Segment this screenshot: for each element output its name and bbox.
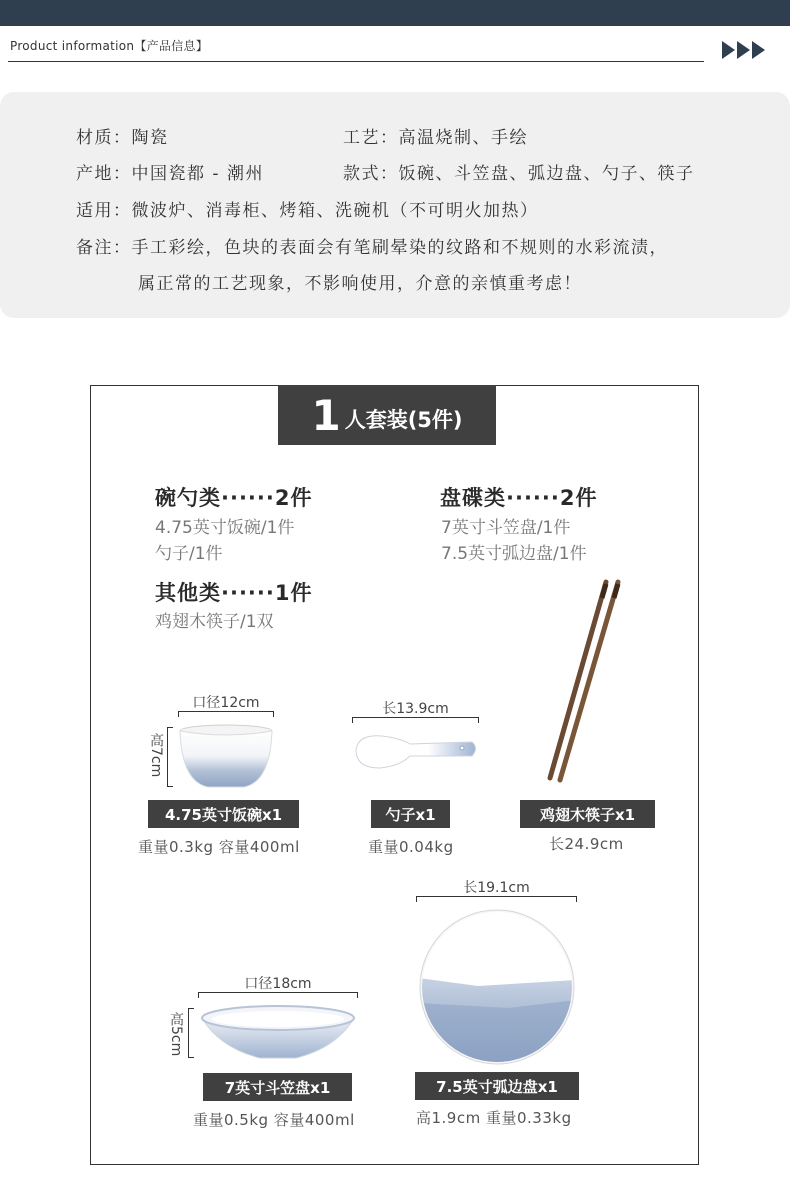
category-plates: 盘碟类······2件: [440, 486, 598, 510]
spoon-spec: 重量0.04kg: [368, 838, 454, 856]
set-count: 1: [311, 390, 341, 440]
bowl-height-label: 高7cm: [148, 733, 164, 778]
category-item: 7英寸斗笠盘/1件: [441, 518, 571, 538]
category-item: 4.75英寸饭碗/1件: [155, 518, 295, 538]
deep-plate-width-bracket: [198, 992, 358, 998]
category-item: 勺子/1件: [155, 544, 223, 564]
bowl-width-bracket: [178, 711, 274, 717]
info-material: 材质：陶瓷: [76, 128, 169, 148]
bowl-diameter-label: 口径12cm: [192, 695, 260, 711]
arrow-icons: [722, 41, 765, 59]
section-header: Product information【产品信息】: [10, 39, 209, 53]
deep-plate-diameter-label: 口径18cm: [244, 976, 312, 992]
info-craft: 工艺：高温烧制、手绘: [343, 128, 528, 148]
set-title-text: 人套装(5件): [344, 408, 463, 432]
info-note-line2: 属正常的工艺现象，不影响使用，介意的亲慎重考虑！: [138, 274, 582, 294]
flat-plate-length-label: 长19.1cm: [463, 880, 530, 896]
flat-plate-width-bracket: [416, 896, 577, 902]
info-note-line1: 备注：手工彩绘，色块的表面会有笔刷晕染的纹路和不规则的水彩流渍，: [76, 238, 668, 258]
info-style: 款式：饭碗、斗笠盘、弧边盘、勺子、筷子: [343, 164, 695, 184]
chopsticks-label: 鸡翅木筷子x1: [520, 800, 655, 828]
category-other: 其他类······1件: [155, 581, 313, 605]
play-arrow-icon: [752, 41, 765, 59]
spoon-label: 勺子x1: [371, 800, 450, 828]
spoon-image: [352, 730, 480, 774]
category-item: 鸡翅木筷子/1双: [155, 612, 274, 632]
chopsticks-image: [546, 578, 626, 784]
deep-plate-height-label: 高5cm: [168, 1012, 184, 1057]
chopsticks-spec: 长24.9cm: [549, 835, 624, 853]
bowl-spec: 重量0.3kg 容量400ml: [138, 838, 300, 856]
flat-plate-image: [418, 908, 576, 1066]
info-panel: [0, 92, 790, 318]
spoon-length-label: 长13.9cm: [382, 701, 449, 717]
spoon-length-bracket: [352, 717, 479, 723]
category-item: 7.5英寸弧边盘/1件: [441, 544, 587, 564]
play-arrow-icon: [737, 41, 750, 59]
info-usage: 适用：微波炉、消毒柜、烤箱、洗碗机（不可明火加热）: [76, 201, 539, 221]
deep-plate-label: 7英寸斗笠盘x1: [203, 1073, 352, 1101]
set-title: [278, 385, 496, 445]
flat-plate-spec: 高1.9cm 重量0.33kg: [416, 1109, 572, 1127]
flat-plate-label: 7.5英寸弧边盘x1: [415, 1072, 579, 1100]
deep-plate-height-bracket: [188, 1008, 194, 1058]
play-arrow-icon: [722, 41, 735, 59]
header-divider: [8, 61, 704, 62]
bowl-image: [178, 724, 274, 790]
deep-plate-spec: 重量0.5kg 容量400ml: [193, 1111, 355, 1129]
info-origin: 产地：中国瓷都 - 潮州: [76, 164, 264, 184]
category-bowl-spoon: 碗勺类······2件: [155, 486, 313, 510]
deep-plate-image: [200, 1004, 356, 1062]
bowl-height-bracket: [167, 727, 173, 787]
top-bar: [0, 0, 790, 26]
bowl-label: 4.75英寸饭碗x1: [148, 800, 299, 828]
